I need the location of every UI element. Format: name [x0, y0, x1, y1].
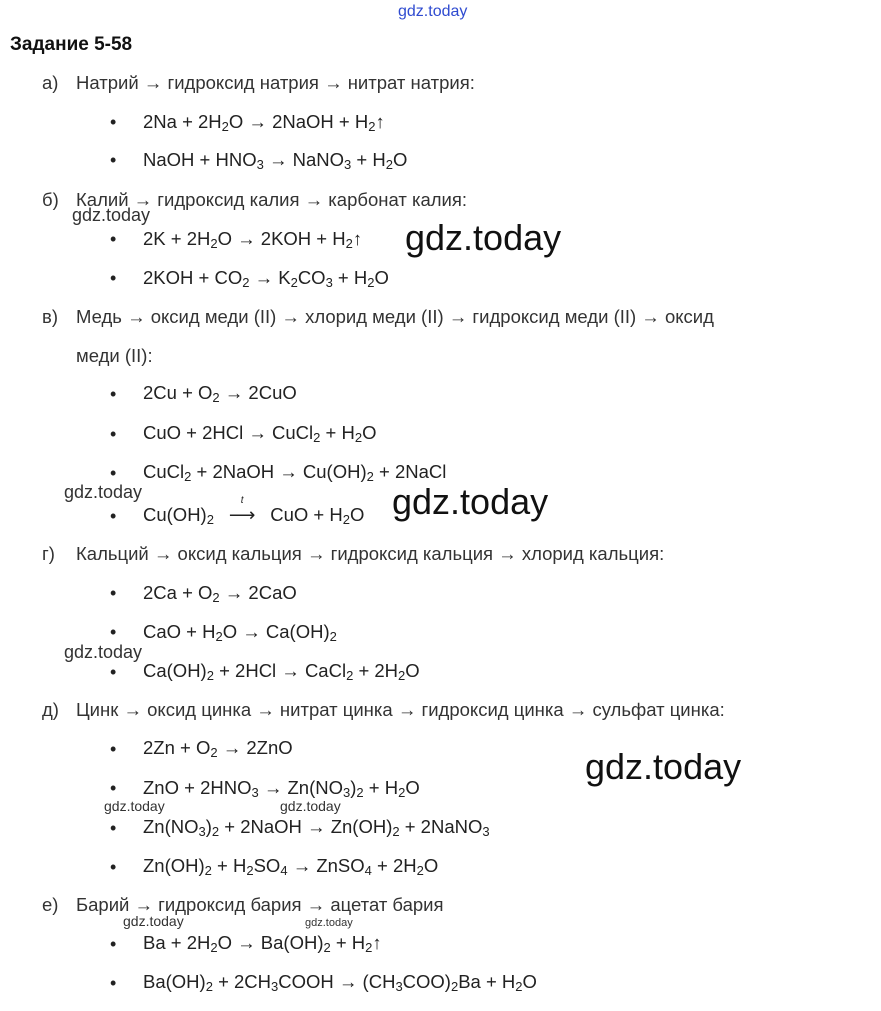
equation-with-heating: $Cu(OH)_2$ t ⟶ CuO + $H_2O$ — [143, 495, 365, 527]
subscript: 2 — [210, 940, 218, 955]
section-letter: в) — [42, 306, 58, 327]
subscript: 3 — [251, 785, 259, 800]
bullet: • — [110, 583, 117, 603]
bullet: • — [110, 384, 117, 404]
subscript: 2 — [205, 979, 213, 994]
section-letter: е) — [42, 894, 59, 915]
subscript: 2 — [342, 512, 350, 527]
bullet: • — [110, 112, 117, 132]
bullet: • — [110, 150, 117, 170]
subscript: 2 — [416, 863, 424, 878]
bullet: • — [110, 229, 117, 249]
bullet: • — [110, 424, 117, 444]
subscript: 3 — [271, 979, 279, 994]
section-letter: а) — [42, 72, 59, 93]
subscript: 2 — [184, 469, 192, 484]
bullet: • — [110, 622, 117, 642]
subscript: 2 — [392, 824, 400, 839]
subscript: 3 — [325, 275, 333, 290]
watermark: gdz.today — [64, 482, 143, 502]
subscript: 2 — [356, 785, 364, 800]
bullet: • — [110, 857, 117, 877]
equation: $2Ca + O_2 \to 2CaO$ — [143, 582, 297, 605]
equation: $2K + 2H_2O \to 2KOH$ + $H_2↑$ — [143, 228, 363, 251]
subscript: 2 — [398, 668, 406, 683]
equation: $2Zn + O_2 \to 2ZnO$ — [143, 737, 293, 760]
bullet: • — [110, 463, 117, 483]
subscript: 4 — [364, 863, 372, 878]
bullet: • — [110, 268, 117, 288]
subscript: 2 — [211, 824, 220, 839]
subscript: 2 — [385, 157, 393, 172]
subscript: 2 — [365, 940, 373, 955]
subscript: 2 — [515, 979, 523, 994]
bullet: • — [110, 818, 117, 838]
equation: $Ba + 2H_2O \to Ba(OH)_2$ + $H_2↑$ — [143, 932, 382, 955]
subscript: 2 — [346, 668, 354, 683]
watermark: gdz.today — [305, 917, 353, 929]
subscript: 2 — [323, 940, 331, 955]
watermark: gdz.today — [392, 481, 549, 522]
bullet: • — [110, 662, 117, 682]
subscript: 2 — [398, 785, 406, 800]
subscript: 4 — [280, 863, 288, 878]
section-letter: д) — [42, 699, 59, 720]
heating-mark: t — [240, 495, 244, 506]
section-heading: Барий → гидроксид бария → ацетат бария — [76, 894, 444, 915]
bullet: • — [110, 934, 117, 954]
section-heading: Медь → оксид меди (II) → хлорид меди (II) → гидроксид меди (II) → оксид — [76, 306, 714, 327]
watermark: gdz.today — [72, 205, 151, 225]
subscript: 2 — [210, 236, 218, 251]
subscript: 3 — [395, 979, 403, 994]
subscript: 2 — [206, 512, 214, 527]
watermark: gdz.today — [104, 798, 165, 814]
equation: CaO + $H_2O \to Ca(OH)_2$ — [143, 621, 337, 644]
subscript: 3 — [482, 824, 490, 839]
subscript: 3 — [198, 824, 206, 839]
subscript: 2 — [206, 668, 214, 683]
equation: $2KOH + CO_2 \to K_2CO_3 + H_2O$ — [143, 267, 389, 290]
subscript: 2 — [212, 390, 220, 405]
subscript: 2 — [242, 275, 250, 290]
equation: $Zn(OH)_2 + H_2SO_4$ → ZnSO$_4$ + $2H_2O$ — [143, 855, 439, 878]
heating-arrow: t ⟶ — [219, 504, 265, 526]
section-letter: г) — [42, 543, 55, 564]
equation: NaOH + $HNO_3$ → NaNO$_3$ + $H_2O$ — [143, 149, 408, 172]
equation: $Ba(OH)_2$ + $2CH_3COOH \to (CH_3COO)_2Ba + H_2O$ — [143, 971, 537, 994]
subscript: 2 — [345, 236, 353, 251]
subscript: 2 — [221, 119, 229, 134]
watermark: gdz.today — [64, 642, 143, 662]
subscript: 2 — [215, 629, 223, 644]
section-letter: б) — [42, 189, 59, 210]
bullet: • — [110, 778, 117, 798]
subscript: 2 — [210, 745, 218, 760]
subscript: 2 — [212, 590, 220, 605]
equation: $2Na + 2H_2O$ → 2NaOH + $H_2↑$ — [143, 111, 385, 134]
bullet: • — [110, 739, 117, 759]
header-watermark: gdz.today — [398, 3, 468, 20]
bullet: • — [110, 973, 117, 993]
watermark: gdz.today — [123, 913, 184, 929]
subscript: 2 — [313, 430, 321, 445]
subscript: 2 — [367, 275, 375, 290]
subscript: 2 — [329, 629, 337, 644]
equation: CuO + 2HCl → CuCl$_2$ + $H_2O$ — [143, 422, 377, 445]
equation: $2Cu + O_2 \to 2CuO$ — [143, 382, 297, 405]
subscript: 3 — [256, 157, 264, 172]
section-heading: Кальций → оксид кальция → гидроксид кальция → хлорид кальция: — [76, 543, 665, 564]
equation: ZnO + $2HNO_3 \to Zn(NO_3)_2 + H_2O$ — [143, 777, 420, 800]
subscript: 2 — [354, 430, 363, 445]
watermark: gdz.today — [585, 746, 742, 787]
subscript: 2 — [450, 979, 459, 994]
subscript: 2 — [246, 863, 254, 878]
subscript: 2 — [368, 119, 376, 134]
equation: $Ca(OH)_2 + 2HCl$ → CaCl$_2$ + $2H_2O$ — [143, 660, 420, 683]
section-heading-continued: меди (II): — [76, 345, 153, 366]
bullet: • — [110, 506, 117, 526]
page-title: Задание 5-58 — [10, 34, 133, 55]
subscript: 2 — [204, 863, 212, 878]
subscript: 2 — [366, 469, 374, 484]
subscript: 3 — [342, 785, 351, 800]
watermark: gdz.today — [405, 217, 562, 258]
section-heading: Калий → гидроксид калия → карбонат калия: — [76, 189, 468, 210]
equation: CuCl$_2$ + 2NaOH → $Cu(OH)_2$ + 2NaCl — [143, 461, 447, 484]
section-heading: Цинк → оксид цинка → нитрат цинка → гидроксид цинка → сульфат цинка: — [76, 699, 725, 720]
subscript: 3 — [344, 157, 352, 172]
equation: $Zn(NO_3)_2$ + 2NaOH → $Zn(OH)_2$ + 2NaNO$_3$ — [143, 816, 490, 839]
section-heading: Натрий → гидроксид натрия → нитрат натрия: — [76, 72, 475, 93]
subscript: 2 — [290, 275, 298, 290]
watermark: gdz.today — [280, 798, 341, 814]
